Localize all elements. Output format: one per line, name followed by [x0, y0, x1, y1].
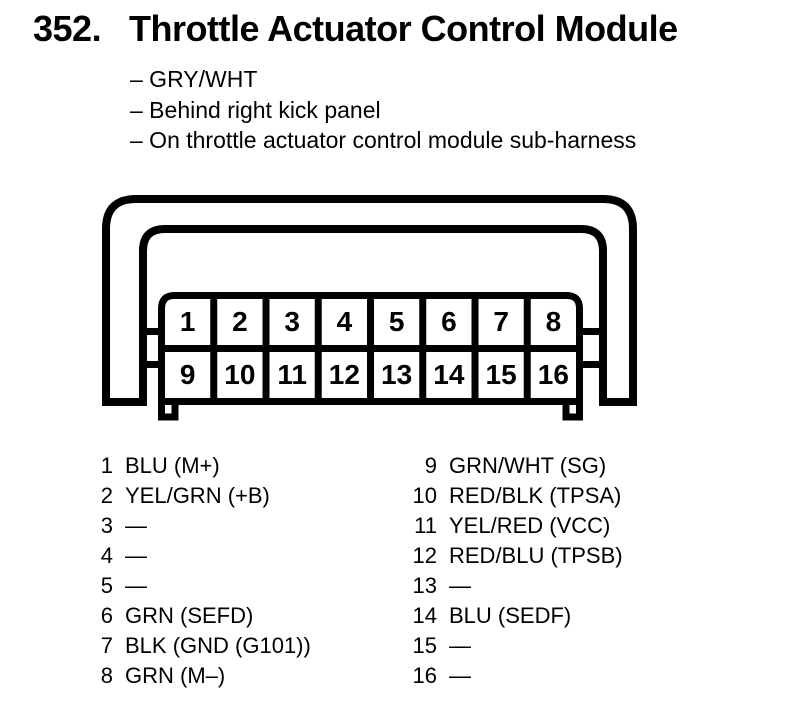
pin-number: 15 [412, 633, 437, 658]
pin-row-15 [395, 631, 623, 661]
pin-row-12 [395, 541, 623, 571]
pin-row-11 [395, 511, 623, 541]
note-location: – Behind right kick panel [130, 96, 381, 123]
connector-pin-cell-12: 12 [328, 359, 360, 390]
pin-wire-label: — [449, 573, 471, 598]
page-title: Throttle Actuator Control Module [129, 8, 678, 49]
pin-row-14 [395, 601, 623, 631]
pin-number: 2 [100, 483, 113, 508]
pin-number: 1 [100, 453, 113, 478]
pin-number: 14 [412, 603, 437, 628]
pin-number: 6 [100, 603, 113, 628]
connector-pin-cell-5: 5 [388, 306, 405, 337]
pin-wire-label: RED/BLK (TPSA) [449, 483, 622, 508]
pin-wire-label: YEL/RED (VCC) [449, 513, 611, 538]
note-harness: – On throttle actuator control module sub-harness [130, 127, 637, 153]
connector-pin-cell-7: 7 [493, 306, 509, 337]
connector-pin-cell-9: 9 [179, 359, 196, 390]
pin-wire-label: GRN/WHT (SG) [449, 453, 607, 478]
connector-pin-cell-10: 10 [224, 359, 256, 390]
pin-wire-label: RED/BLU (TPSB) [449, 543, 623, 568]
pin-number-grid [162, 296, 580, 402]
pin-row-4 [85, 541, 311, 571]
pin-number: 9 [424, 453, 437, 478]
connector-pin-cell-4: 4 [336, 306, 353, 337]
pin-number: 13 [412, 573, 437, 598]
pin-number: 16 [412, 663, 437, 688]
pin-wire-label: — [449, 633, 471, 658]
pin-number: 8 [100, 663, 113, 688]
pin-row-1 [85, 451, 311, 481]
pin-row-2 [85, 481, 311, 511]
pin-wire-label: — [125, 513, 147, 538]
connector-pin-cell-8: 8 [545, 306, 562, 337]
connector-pin-cell-11: 11 [277, 359, 307, 390]
pin-number: 4 [100, 543, 113, 568]
pin-wire-label: GRN (M–) [125, 663, 226, 688]
connector-pin-cell-6: 6 [441, 306, 457, 337]
pin-number: 11 [414, 513, 437, 538]
pin-row-7 [85, 631, 311, 661]
connector-pin-cell-15: 15 [485, 359, 517, 390]
pin-wire-label: — [125, 573, 147, 598]
pin-wire-label: — [449, 663, 471, 688]
pin-number: 12 [412, 543, 437, 568]
connector-pin-cell-3: 3 [284, 306, 300, 337]
pin-row-16 [395, 661, 623, 691]
pinout-legend-right [395, 451, 623, 691]
note-wire-color: – GRY/WHT [130, 66, 258, 92]
pin-row-13 [395, 571, 623, 601]
pin-row-8 [85, 661, 311, 691]
connector-pin-cell-1: 1 [179, 306, 196, 337]
pinout-legend-left [85, 451, 311, 691]
pin-wire-label: BLK (GND (G101)) [125, 633, 311, 658]
pin-row-9 [395, 451, 623, 481]
connector-notes [130, 64, 636, 156]
connector-pin-cell-2: 2 [232, 306, 248, 337]
pin-number: 7 [100, 633, 113, 658]
pin-row-10 [395, 481, 623, 511]
pin-wire-label: YEL/GRN (+B) [125, 483, 270, 508]
pin-row-5 [85, 571, 311, 601]
pin-number: 10 [412, 483, 437, 508]
pin-wire-label: BLU (SEDF) [449, 603, 572, 628]
connector-pin-cell-16: 16 [537, 359, 569, 390]
pin-wire-label: — [125, 543, 147, 568]
pin-wire-label: GRN (SEFD) [125, 603, 254, 628]
pin-row-3 [85, 511, 311, 541]
pin-wire-label: BLU (M+) [125, 453, 220, 478]
connector-pin-cell-13: 13 [381, 359, 413, 390]
connector-pin-cell-14: 14 [433, 359, 465, 390]
pin-row-6 [85, 601, 311, 631]
figure-number: 352. [33, 8, 102, 49]
pin-number: 3 [100, 513, 113, 538]
pin-number: 5 [100, 573, 113, 598]
figure-header [0, 8, 800, 56]
